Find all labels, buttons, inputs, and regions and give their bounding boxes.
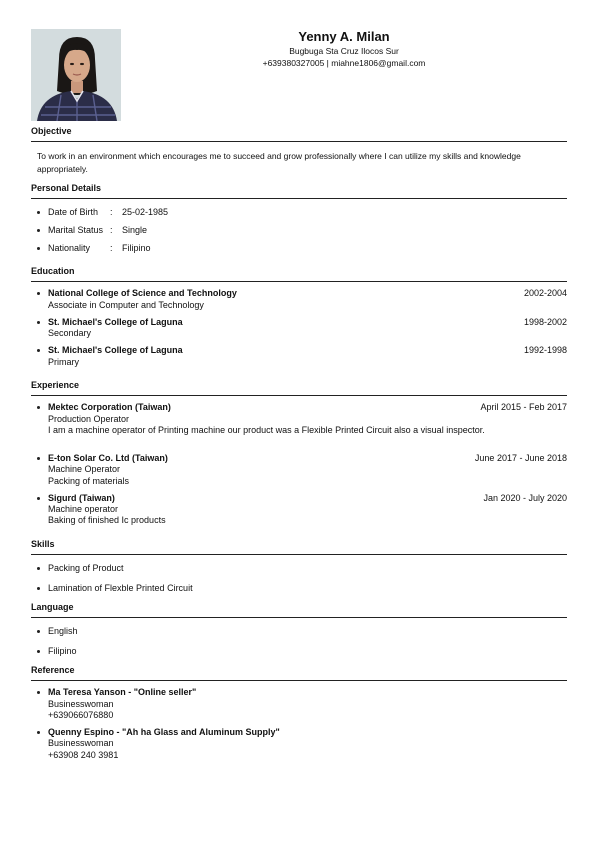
job-description: I am a machine operator of Printing machine our product was a Flexible Printed Circuit also a visual inspector.: [48, 424, 485, 435]
section-title: Reference: [31, 665, 567, 681]
list-item: [31, 493, 567, 527]
list-item: Date of Birth : 25-02-1985: [31, 207, 567, 217]
reference-name: Quenny Espino - "Ah ha Glass and Aluminum Supply": [48, 727, 280, 737]
list-item: Marital Status : Single: [31, 225, 567, 235]
education-section: [31, 266, 567, 368]
reference-section: [31, 665, 567, 761]
school-name: St. Michael's College of Laguna: [48, 345, 183, 356]
detail-value: Filipino: [122, 243, 151, 254]
experience-section: [31, 380, 567, 527]
resume-header: [121, 29, 567, 69]
section-title: Personal Details: [31, 183, 567, 199]
reference-role: Businesswoman: [48, 698, 114, 709]
detail-value: 25-02-1985: [122, 207, 169, 218]
list-item: [31, 288, 567, 311]
job-role: Machine Operator: [48, 464, 121, 475]
company-name: Mektec Corporation (Taiwan): [48, 402, 171, 413]
company-name: E-ton Solar Co. Ltd (Taiwan): [48, 453, 168, 463]
education-detail: Primary: [48, 356, 79, 367]
list-item: [31, 345, 567, 368]
objective-text: To work in an environment which encourages me to succeed and grow professionally where I can utilize my skills and knowledge appropriately.: [37, 151, 521, 174]
education-list: [31, 288, 567, 368]
profile-photo: [31, 29, 121, 121]
skills-section: [31, 539, 567, 594]
person-portrait-icon: [31, 29, 121, 121]
job-role: Production Operator: [48, 413, 130, 424]
section-title: Education: [31, 266, 567, 282]
section-title: Objective: [31, 126, 567, 142]
language-list: [31, 626, 567, 657]
list-item: English: [31, 626, 567, 637]
list-item: Packing of Product: [31, 563, 567, 574]
list-item: [31, 317, 567, 340]
reference-phone: +63908 240 3981: [48, 749, 119, 760]
years: 2002-2004: [523, 288, 567, 299]
list-item: Nationality : Filipino: [31, 243, 567, 253]
detail-label: Marital Status: [48, 225, 104, 236]
section-title: Skills: [31, 539, 567, 555]
dates: April 2015 - Feb 2017: [480, 402, 567, 413]
education-detail: Associate in Computer and Technology: [48, 299, 204, 310]
candidate-name: Yenny A. Milan: [298, 29, 390, 44]
years: 1998-2002: [523, 316, 567, 327]
school-name: National College of Science and Technology: [48, 288, 237, 299]
reference-phone: +639066076880: [48, 709, 114, 720]
language-section: [31, 602, 567, 657]
education-detail: Secondary: [48, 328, 92, 338]
reference-list: [31, 687, 567, 761]
job-role: Machine operator: [48, 504, 119, 514]
candidate-contact: +639380327005 | miahne1806@gmail.com: [262, 57, 426, 68]
candidate-address: Bugbuga Sta Cruz Ilocos Sur: [289, 46, 399, 57]
reference-name: Ma Teresa Yanson - "Online seller": [48, 687, 197, 698]
job-description: Baking of finished Ic products: [48, 515, 166, 526]
experience-list: [31, 402, 567, 526]
dates: June 2017 - June 2018: [474, 453, 567, 463]
list-item: Filipino: [31, 646, 567, 657]
objective-section: [31, 126, 567, 175]
list-item: Lamination of Flexble Printed Circuit: [31, 583, 567, 594]
skills-list: [31, 563, 567, 594]
reference-role: Businesswoman: [48, 738, 114, 749]
detail-label: Nationality: [48, 243, 91, 254]
section-title: Language: [31, 602, 567, 618]
dates: Jan 2020 - July 2020: [483, 492, 567, 503]
list-item: [31, 453, 567, 487]
section-title: Experience: [31, 380, 567, 396]
detail-label: Date of Birth: [48, 207, 99, 218]
detail-value: Single: [122, 225, 148, 236]
company-name: Sigurd (Taiwan): [48, 492, 115, 503]
personal-details-list: [31, 207, 567, 253]
years: 1992-1998: [523, 345, 567, 356]
personal-details-section: [31, 183, 567, 253]
list-item: [31, 402, 567, 436]
school-name: St. Michael's College of Laguna: [48, 316, 183, 327]
list-item: [31, 687, 567, 721]
list-item: [31, 727, 567, 761]
job-description: Packing of materials: [48, 475, 130, 486]
